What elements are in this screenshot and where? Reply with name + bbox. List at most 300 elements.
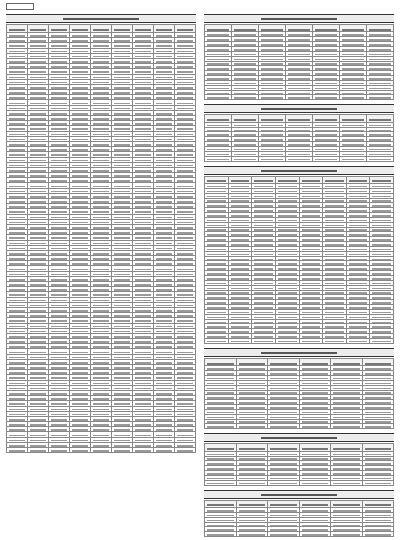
cell-text-placeholder	[177, 227, 193, 229]
cell-text-placeholder	[156, 139, 172, 141]
cell-text-placeholder	[177, 294, 193, 296]
table-cell	[205, 532, 237, 537]
cell-text-placeholder	[156, 429, 172, 431]
cell-text-placeholder	[325, 191, 344, 193]
cell-text-placeholder	[207, 180, 226, 182]
header-cell	[175, 25, 196, 33]
cell-text-placeholder	[135, 450, 151, 452]
cell-text-placeholder	[72, 40, 88, 42]
cell-text-placeholder	[93, 134, 109, 136]
cell-text-placeholder	[156, 149, 172, 151]
cell-text-placeholder	[231, 268, 250, 270]
header-cell	[299, 444, 331, 451]
cell-text-placeholder	[239, 426, 266, 428]
cell-text-placeholder	[9, 201, 25, 203]
cell-text-placeholder	[30, 414, 46, 416]
cell-text-placeholder	[254, 244, 273, 246]
cell-text-placeholder	[302, 407, 329, 409]
cell-text-placeholder	[72, 289, 88, 291]
cell-text-placeholder	[156, 165, 172, 167]
cell-text-placeholder	[333, 426, 360, 428]
cell-text-placeholder	[51, 243, 67, 245]
cell-text-placeholder	[9, 403, 25, 405]
cell-text-placeholder	[9, 103, 25, 105]
cell-text-placeholder	[333, 463, 360, 465]
cell-text-placeholder	[9, 35, 25, 37]
cell-text-placeholder	[9, 40, 25, 42]
cell-text-placeholder	[177, 40, 193, 42]
cell-text-placeholder	[372, 283, 391, 285]
cell-text-placeholder	[270, 520, 297, 522]
cell-text-placeholder	[156, 424, 172, 426]
cell-text-placeholder	[30, 128, 46, 130]
cell-text-placeholder	[9, 180, 25, 182]
cell-text-placeholder	[114, 35, 130, 37]
cell-text-placeholder	[177, 139, 193, 141]
cell-text-placeholder	[114, 128, 130, 130]
cell-text-placeholder	[51, 66, 67, 68]
header-cell	[205, 115, 232, 122]
cell-text-placeholder	[231, 220, 250, 222]
cell-text-placeholder	[278, 312, 297, 314]
cell-text-placeholder	[349, 273, 368, 275]
cell-text-placeholder	[325, 283, 344, 285]
cell-text-placeholder	[315, 93, 337, 95]
cell-text-placeholder	[114, 82, 130, 84]
cell-text-placeholder	[261, 88, 283, 90]
cell-text-placeholder	[93, 284, 109, 286]
cell-text-placeholder	[372, 278, 391, 280]
cell-text-placeholder	[239, 363, 266, 365]
cell-text-placeholder	[135, 123, 151, 125]
cell-text-placeholder	[156, 352, 172, 354]
cell-text-placeholder	[114, 97, 130, 99]
cell-text-placeholder	[325, 229, 344, 231]
cell-text-placeholder	[135, 196, 151, 198]
cell-text-placeholder	[325, 292, 344, 294]
cell-text-placeholder	[365, 534, 392, 536]
cell-text-placeholder	[333, 454, 360, 456]
cell-text-placeholder	[342, 78, 364, 80]
cell-text-placeholder	[9, 248, 25, 250]
cell-text-placeholder	[270, 378, 297, 380]
cell-text-placeholder	[302, 373, 329, 375]
cell-text-placeholder	[278, 215, 297, 217]
cell-text-placeholder	[207, 149, 229, 151]
cell-text-placeholder	[135, 357, 151, 359]
cell-text-placeholder	[135, 191, 151, 193]
cell-text-placeholder	[369, 29, 391, 31]
cell-text-placeholder	[135, 409, 151, 411]
cell-text-placeholder	[156, 450, 172, 452]
cell-text-placeholder	[207, 273, 226, 275]
cell-text-placeholder	[349, 186, 368, 188]
cell-text-placeholder	[135, 419, 151, 421]
cell-text-placeholder	[177, 92, 193, 94]
cell-text-placeholder	[333, 373, 360, 375]
cell-text-placeholder	[93, 160, 109, 162]
cell-text-placeholder	[156, 315, 172, 317]
roster-table	[204, 176, 394, 344]
cell-text-placeholder	[9, 144, 25, 146]
cell-text-placeholder	[234, 39, 256, 41]
header-cell	[275, 176, 299, 183]
cell-text-placeholder	[315, 73, 337, 75]
cell-text-placeholder	[156, 201, 172, 203]
cell-text-placeholder	[93, 367, 109, 369]
cell-text-placeholder	[278, 322, 297, 324]
cell-text-placeholder	[177, 326, 193, 328]
cell-text-placeholder	[114, 362, 130, 364]
cell-text-placeholder	[333, 417, 360, 419]
cell-text-placeholder	[156, 92, 172, 94]
cell-text-placeholder	[365, 448, 392, 450]
cell-text-placeholder	[288, 119, 310, 121]
cell-text-placeholder	[372, 244, 391, 246]
header-cell	[313, 25, 340, 32]
cell-text-placeholder	[270, 383, 297, 385]
cell-text-placeholder	[302, 402, 329, 404]
cell-text-placeholder	[135, 108, 151, 110]
cell-text-placeholder	[372, 307, 391, 309]
cell-text-placeholder	[72, 201, 88, 203]
cell-text-placeholder	[365, 397, 392, 399]
cell-text-placeholder	[72, 372, 88, 374]
cell-text-placeholder	[302, 525, 329, 527]
cell-text-placeholder	[9, 217, 25, 219]
cell-text-placeholder	[9, 393, 25, 395]
cell-text-placeholder	[239, 463, 266, 465]
cell-text-placeholder	[51, 440, 67, 442]
cell-text-placeholder	[333, 478, 360, 480]
cell-text-placeholder	[135, 346, 151, 348]
cell-text-placeholder	[372, 234, 391, 236]
cell-text-placeholder	[51, 180, 67, 182]
cell-text-placeholder	[30, 149, 46, 151]
cell-text-placeholder	[51, 263, 67, 265]
cell-text-placeholder	[9, 352, 25, 354]
cell-text-placeholder	[114, 71, 130, 73]
cell-text-placeholder	[302, 244, 321, 246]
cell-text-placeholder	[156, 77, 172, 79]
header-cell	[232, 115, 259, 122]
cell-text-placeholder	[207, 288, 226, 290]
table-cell	[362, 480, 394, 485]
cell-text-placeholder	[365, 520, 392, 522]
cell-text-placeholder	[51, 170, 67, 172]
cell-text-placeholder	[342, 83, 364, 85]
cell-text-placeholder	[135, 82, 151, 84]
cell-text-placeholder	[72, 445, 88, 447]
cell-text-placeholder	[239, 407, 266, 409]
cell-text-placeholder	[349, 200, 368, 202]
cell-text-placeholder	[349, 312, 368, 314]
cell-text-placeholder	[333, 515, 360, 517]
cell-text-placeholder	[30, 211, 46, 213]
cell-text-placeholder	[231, 283, 250, 285]
cell-text-placeholder	[51, 82, 67, 84]
cell-text-placeholder	[51, 269, 67, 271]
cell-text-placeholder	[288, 97, 310, 99]
cell-text-placeholder	[342, 159, 364, 161]
cell-text-placeholder	[114, 45, 130, 47]
cell-text-placeholder	[349, 215, 368, 217]
cell-text-placeholder	[302, 478, 329, 480]
cell-text-placeholder	[231, 249, 250, 251]
cell-text-placeholder	[315, 78, 337, 80]
cell-text-placeholder	[207, 63, 229, 65]
cell-text-placeholder	[156, 362, 172, 364]
cell-text-placeholder	[207, 249, 226, 251]
cell-text-placeholder	[114, 248, 130, 250]
cell-text-placeholder	[325, 336, 344, 338]
cell-text-placeholder	[156, 440, 172, 442]
section-title-bar	[204, 348, 394, 357]
cell-text-placeholder	[177, 388, 193, 390]
cell-text-placeholder	[135, 445, 151, 447]
cell-text-placeholder	[114, 403, 130, 405]
table-cell	[70, 448, 91, 453]
cell-text-placeholder	[114, 377, 130, 379]
cell-text-placeholder	[114, 175, 130, 177]
right-section-5	[204, 433, 394, 485]
cell-text-placeholder	[72, 144, 88, 146]
cell-text-placeholder	[342, 44, 364, 46]
cell-text-placeholder	[72, 128, 88, 130]
cell-text-placeholder	[51, 409, 67, 411]
cell-text-placeholder	[72, 123, 88, 125]
cell-text-placeholder	[72, 388, 88, 390]
cell-text-placeholder	[72, 51, 88, 53]
cell-text-placeholder	[372, 273, 391, 275]
cell-text-placeholder	[302, 458, 329, 460]
cell-text-placeholder	[177, 419, 193, 421]
cell-text-placeholder	[51, 398, 67, 400]
section-title	[261, 352, 337, 354]
cell-text-placeholder	[333, 529, 360, 531]
cell-text-placeholder	[315, 149, 337, 151]
cell-text-placeholder	[177, 123, 193, 125]
cell-text-placeholder	[349, 229, 368, 231]
cell-text-placeholder	[156, 357, 172, 359]
cell-text-placeholder	[288, 78, 310, 80]
cell-text-placeholder	[135, 175, 151, 177]
cell-text-placeholder	[231, 259, 250, 261]
cell-text-placeholder	[342, 93, 364, 95]
cell-text-placeholder	[156, 269, 172, 271]
cell-text-placeholder	[9, 253, 25, 255]
cell-text-placeholder	[156, 29, 172, 31]
cell-text-placeholder	[114, 284, 130, 286]
cell-text-placeholder	[349, 180, 368, 182]
table-row	[205, 338, 394, 343]
cell-text-placeholder	[9, 196, 25, 198]
cell-text-placeholder	[207, 196, 226, 198]
cell-text-placeholder	[72, 424, 88, 426]
cell-text-placeholder	[30, 409, 46, 411]
cell-text-placeholder	[333, 383, 360, 385]
cell-text-placeholder	[9, 29, 25, 31]
cell-text-placeholder	[135, 35, 151, 37]
cell-text-placeholder	[51, 310, 67, 312]
header-cell	[299, 500, 331, 507]
cell-text-placeholder	[333, 534, 360, 536]
cell-text-placeholder	[333, 483, 360, 485]
cell-text-placeholder	[135, 144, 151, 146]
cell-text-placeholder	[30, 450, 46, 452]
cell-text-placeholder	[93, 108, 109, 110]
cell-text-placeholder	[114, 315, 130, 317]
table-row	[205, 95, 394, 100]
cell-text-placeholder	[72, 320, 88, 322]
cell-text-placeholder	[30, 346, 46, 348]
page-header	[6, 3, 394, 11]
cell-text-placeholder	[72, 92, 88, 94]
cell-text-placeholder	[9, 279, 25, 281]
cell-text-placeholder	[93, 103, 109, 105]
cell-text-placeholder	[93, 92, 109, 94]
cell-text-placeholder	[177, 134, 193, 136]
cell-text-placeholder	[156, 180, 172, 182]
cell-text-placeholder	[325, 186, 344, 188]
cell-text-placeholder	[372, 200, 391, 202]
cell-text-placeholder	[72, 217, 88, 219]
table-cell	[232, 156, 259, 161]
cell-text-placeholder	[315, 34, 337, 36]
cell-text-placeholder	[239, 529, 266, 531]
cell-text-placeholder	[135, 305, 151, 307]
cell-text-placeholder	[365, 525, 392, 527]
cell-text-placeholder	[9, 149, 25, 151]
cell-text-placeholder	[93, 45, 109, 47]
header-cell	[232, 25, 259, 32]
cell-text-placeholder	[261, 139, 283, 141]
table-row	[205, 480, 394, 485]
cell-text-placeholder	[156, 118, 172, 120]
cell-text-placeholder	[325, 180, 344, 182]
section-title	[261, 108, 337, 110]
cell-text-placeholder	[51, 258, 67, 260]
header-cell	[268, 500, 300, 507]
header-cell	[154, 25, 175, 33]
cell-text-placeholder	[135, 362, 151, 364]
right-section-6	[204, 490, 394, 538]
cell-text-placeholder	[207, 39, 229, 41]
cell-text-placeholder	[72, 134, 88, 136]
cell-text-placeholder	[365, 463, 392, 465]
cell-text-placeholder	[177, 103, 193, 105]
cell-text-placeholder	[231, 317, 250, 319]
cell-text-placeholder	[177, 108, 193, 110]
cell-text-placeholder	[114, 367, 130, 369]
cell-text-placeholder	[325, 273, 344, 275]
cell-text-placeholder	[114, 243, 130, 245]
cell-text-placeholder	[254, 249, 273, 251]
cell-text-placeholder	[72, 326, 88, 328]
cell-text-placeholder	[207, 59, 229, 61]
cell-text-placeholder	[177, 362, 193, 364]
cell-text-placeholder	[302, 529, 329, 531]
header-cell	[362, 444, 394, 451]
cell-text-placeholder	[207, 210, 226, 212]
cell-text-placeholder	[288, 88, 310, 90]
cell-text-placeholder	[365, 458, 392, 460]
cell-text-placeholder	[207, 125, 229, 127]
cell-text-placeholder	[9, 388, 25, 390]
cell-text-placeholder	[177, 403, 193, 405]
table-cell	[154, 448, 175, 453]
cell-text-placeholder	[207, 83, 229, 85]
header-cell	[362, 500, 394, 507]
cell-text-placeholder	[342, 130, 364, 132]
cell-text-placeholder	[207, 363, 234, 365]
table-cell	[299, 424, 331, 429]
cell-text-placeholder	[30, 315, 46, 317]
cell-text-placeholder	[9, 414, 25, 416]
cell-text-placeholder	[333, 368, 360, 370]
cell-text-placeholder	[9, 160, 25, 162]
cell-text-placeholder	[72, 87, 88, 89]
header-cell	[286, 115, 313, 122]
cell-text-placeholder	[207, 119, 229, 121]
cell-text-placeholder	[72, 191, 88, 193]
cell-text-placeholder	[114, 149, 130, 151]
cell-text-placeholder	[72, 269, 88, 271]
cell-text-placeholder	[72, 82, 88, 84]
cell-text-placeholder	[372, 312, 391, 314]
cell-text-placeholder	[302, 229, 321, 231]
cell-text-placeholder	[114, 398, 130, 400]
header-cell	[323, 176, 347, 183]
cell-text-placeholder	[349, 307, 368, 309]
cell-text-placeholder	[114, 331, 130, 333]
cell-text-placeholder	[261, 149, 283, 151]
cell-text-placeholder	[349, 263, 368, 265]
cell-text-placeholder	[72, 435, 88, 437]
cell-text-placeholder	[93, 362, 109, 364]
cell-text-placeholder	[72, 243, 88, 245]
cell-text-placeholder	[342, 59, 364, 61]
cell-text-placeholder	[51, 424, 67, 426]
right-section-4	[204, 348, 394, 429]
right-section-1	[204, 14, 394, 100]
cell-text-placeholder	[114, 326, 130, 328]
cell-text-placeholder	[156, 217, 172, 219]
cell-text-placeholder	[234, 73, 256, 75]
cell-text-placeholder	[302, 307, 321, 309]
cell-text-placeholder	[177, 201, 193, 203]
cell-text-placeholder	[365, 483, 392, 485]
cell-text-placeholder	[270, 478, 297, 480]
header-cell	[370, 176, 394, 183]
cell-text-placeholder	[51, 352, 67, 354]
cell-text-placeholder	[156, 258, 172, 260]
cell-text-placeholder	[156, 206, 172, 208]
cell-text-placeholder	[51, 331, 67, 333]
cell-text-placeholder	[135, 326, 151, 328]
cell-text-placeholder	[254, 196, 273, 198]
table-cell	[236, 532, 268, 537]
cell-text-placeholder	[51, 248, 67, 250]
cell-text-placeholder	[177, 206, 193, 208]
cell-text-placeholder	[51, 403, 67, 405]
cell-text-placeholder	[342, 63, 364, 65]
cell-text-placeholder	[369, 144, 391, 146]
cell-text-placeholder	[207, 93, 229, 95]
cell-text-placeholder	[349, 278, 368, 280]
cell-text-placeholder	[9, 289, 25, 291]
cell-text-placeholder	[93, 352, 109, 354]
